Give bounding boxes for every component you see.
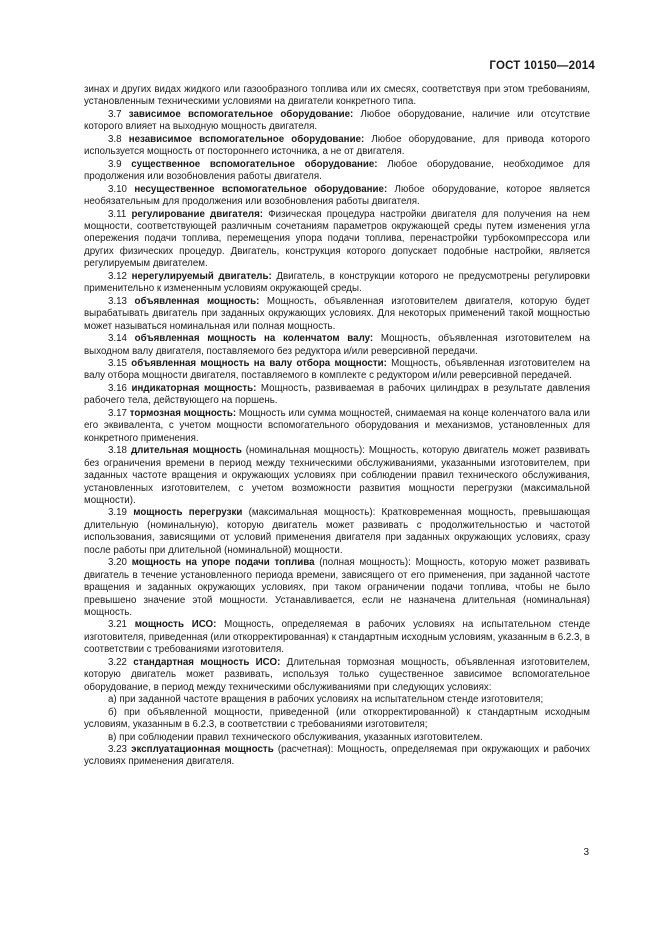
definition-text: (расчетная): Мощность, определяемая при окружающих и рабочих условиях применения двигателя. [84, 744, 590, 768]
clause-number: 3.15 [108, 357, 132, 369]
document-code: ГОСТ 10150—2014 [489, 60, 595, 72]
clause-number: 3.23 [108, 744, 132, 756]
paragraph [84, 296, 590, 333]
term: мощность перегрузки [133, 507, 243, 519]
term: объявленная мощность на коленчатом валу: [134, 333, 374, 345]
definition-text: Любое оборудование, для привода которого используется мощность от постороннего источника, а не от двигателя. [84, 133, 590, 158]
definition-text: Любое оборудование, необходимое для продолжения или возобновления работы двигателя. [84, 158, 590, 183]
term: объявленная мощность: [134, 295, 260, 307]
definition-text: (номинальная мощность): Мощность, которую двигатель может развивать без ограничения времени в период между техническими обслуживаниями, указанными изготовителем, при заданных частоте вращения и окружающих условиях при соблюдении правил технического обслуживания, установленных изготовителем, с учетом возможности развития мощности перегрузки (максимальной мощности). [84, 445, 590, 506]
paragraph [84, 744, 590, 769]
paragraph [84, 159, 590, 184]
definition-text: Мощность, объявленная изготовителем двигателя, которую будет вырабатывать двигатель при заданных окружающих условиях. Для некоторых применений такой мощностью может называться номинальная или полная мощность. [84, 295, 590, 332]
definition-text: (полная мощность): Мощность, которую может развивать двигатель в течение установленного периода времени, зависящего от его применения, при заданной частоте вращения и заданных окружающих условиях, при таком ограничении подачи топлива, чтобы не было превышено значение этой мощности. Устанавливается, если не назначена длительная (номинальная) мощность. [84, 557, 591, 619]
paragraph [84, 134, 590, 159]
definition-text: (максимальная мощность): Кратковременная мощность, превышающая длительную (номинальную), которую двигатель может развивать с продолжительностью и частотой использования, зависящими от условий применения двигателя при заданных окружающих условиях, сразу после работы при длительной (номинальной) мощности. [84, 507, 591, 556]
clause-number: 3.16 [108, 382, 132, 394]
clause-number: 3.19 [108, 507, 134, 519]
definition-text: Мощность, определяемая в рабочих условиях на испытательном стенде изготовителя, приведенная (или откорректированная) к стандартным исходным условиям, указанным в 6.2.3, в соответствии с требованиями изготовителя. [84, 619, 590, 656]
paragraph [84, 109, 590, 134]
paragraph [84, 707, 590, 732]
clause-number: 3.22 [108, 656, 134, 668]
paragraph [84, 732, 590, 744]
term: зависимое вспомогательное оборудование: [128, 108, 354, 120]
definition-text: Любое оборудование, наличие или отсутствие которого влияет на выходную мощность двигателя. [84, 108, 591, 133]
document-body [84, 84, 590, 769]
term: длительная мощность [130, 445, 242, 457]
definition-text: Любое оборудование, которое является необязательным для продолжения или возобновления работы двигателя. [84, 183, 591, 208]
term: объявленная мощность на валу отбора мощности: [131, 357, 387, 369]
definition-text: б) при объявленной мощности, приведенной (или откорректированной) к стандартным исходным условиям, указанным в 6.2.3, в соответствии с требованиями изготовителя; [84, 706, 590, 731]
definition-text: Мощность или сумма мощностей, снимаемая на конце коленчатого вала или его эквивалента, с учетом мощности вспомогательного оборудования и механизмов, установленных для конкретного применения. [84, 407, 590, 444]
term: существенное вспомогательное оборудование: [131, 158, 378, 170]
term: регулирование двигателя: [131, 208, 264, 220]
paragraph [84, 358, 590, 383]
definition-text: а) при заданной частоте вращения в рабочих условиях на испытательном стенде изготовителя; [108, 694, 544, 706]
paragraph [84, 84, 590, 109]
definition-text: Мощность, объявленная изготовителем на выходном валу двигателя, поставляемого без редуктора и/или реверсивной передачи. [84, 333, 590, 357]
paragraph [84, 209, 590, 271]
paragraph [84, 557, 590, 619]
definition-text: Длительная тормозная мощность, объявленная изготовителем, которую двигатель может развивать, используя только существенное зависимое вспомогательное оборудование, в период между техническими обслуживаниями при следующих условиях: [84, 656, 591, 693]
paragraph [84, 694, 590, 706]
paragraph [84, 184, 590, 209]
term: тормозная мощность: [129, 407, 237, 419]
clause-number: 3.11 [108, 208, 132, 220]
paragraph [84, 271, 590, 296]
paragraph [84, 619, 590, 656]
paragraph [84, 657, 590, 694]
paragraph [84, 445, 590, 507]
clause-number: 3.20 [108, 557, 132, 569]
definition-text: Мощность, развиваемая в рабочих цилиндрах в результате давления рабочего тела, действующего на поршень. [84, 382, 590, 407]
clause-number: 3.7 [108, 108, 129, 120]
clause-number: 3.9 [108, 158, 132, 170]
paragraph [84, 383, 590, 408]
clause-number: 3.18 [108, 445, 131, 457]
clause-number: 3.12 [108, 270, 132, 282]
paragraph [84, 333, 590, 358]
paragraph [84, 507, 590, 557]
definition-text: в) при соблюдении правил технического обслуживания, указанных изготовителем. [108, 731, 483, 743]
definition-text: Мощность, объявленная изготовителем на валу отбора мощности двигателя, поставляемого в комплекте с редуктором и/или реверсивной передачей. [84, 357, 591, 382]
definition-text: зинах и других видах жидкого или газообразного топлива или их смесях, соответствуя при этом требованиям, установленным техническими условиями на двигатели конкретного типа. [84, 84, 590, 108]
term: несущественное вспомогательное оборудование: [134, 183, 388, 195]
paragraph [84, 408, 590, 445]
term: независимое вспомогательное оборудование: [128, 133, 365, 145]
definition-text: Двигатель, в конструкции которого не предусмотрены регулировки применительно к измененным условиям окружающей среды. [84, 270, 591, 295]
term: индикаторная мощность: [131, 382, 257, 394]
term: нерегулируемый двигатель: [131, 270, 272, 282]
page-number: 3 [583, 847, 589, 858]
clause-number: 3.17 [108, 407, 130, 419]
clause-number: 3.14 [108, 333, 135, 345]
clause-number: 3.10 [108, 183, 135, 195]
clause-number: 3.8 [108, 133, 129, 145]
clause-number: 3.13 [108, 295, 135, 307]
term: стандартная мощность ИСО: [133, 656, 281, 668]
term: эксплуатационная мощность [131, 744, 274, 756]
clause-number: 3.21 [108, 619, 135, 631]
definition-text: Физическая процедура настройки двигателя для получения на нем мощности, соответствующей различным сочетаниям параметров окружающей среды путем изменения угла опережения подачи топлива, перемещения упора подачи топлива, перенастройки турбокомпрессора или других физических процедур. Двигатель, конструкция которого допускает подобные настройки, является регулируемым двигателем. [84, 208, 590, 270]
term: мощность ИСО: [134, 619, 217, 631]
term: мощность на упоре подачи топлива [131, 557, 315, 569]
